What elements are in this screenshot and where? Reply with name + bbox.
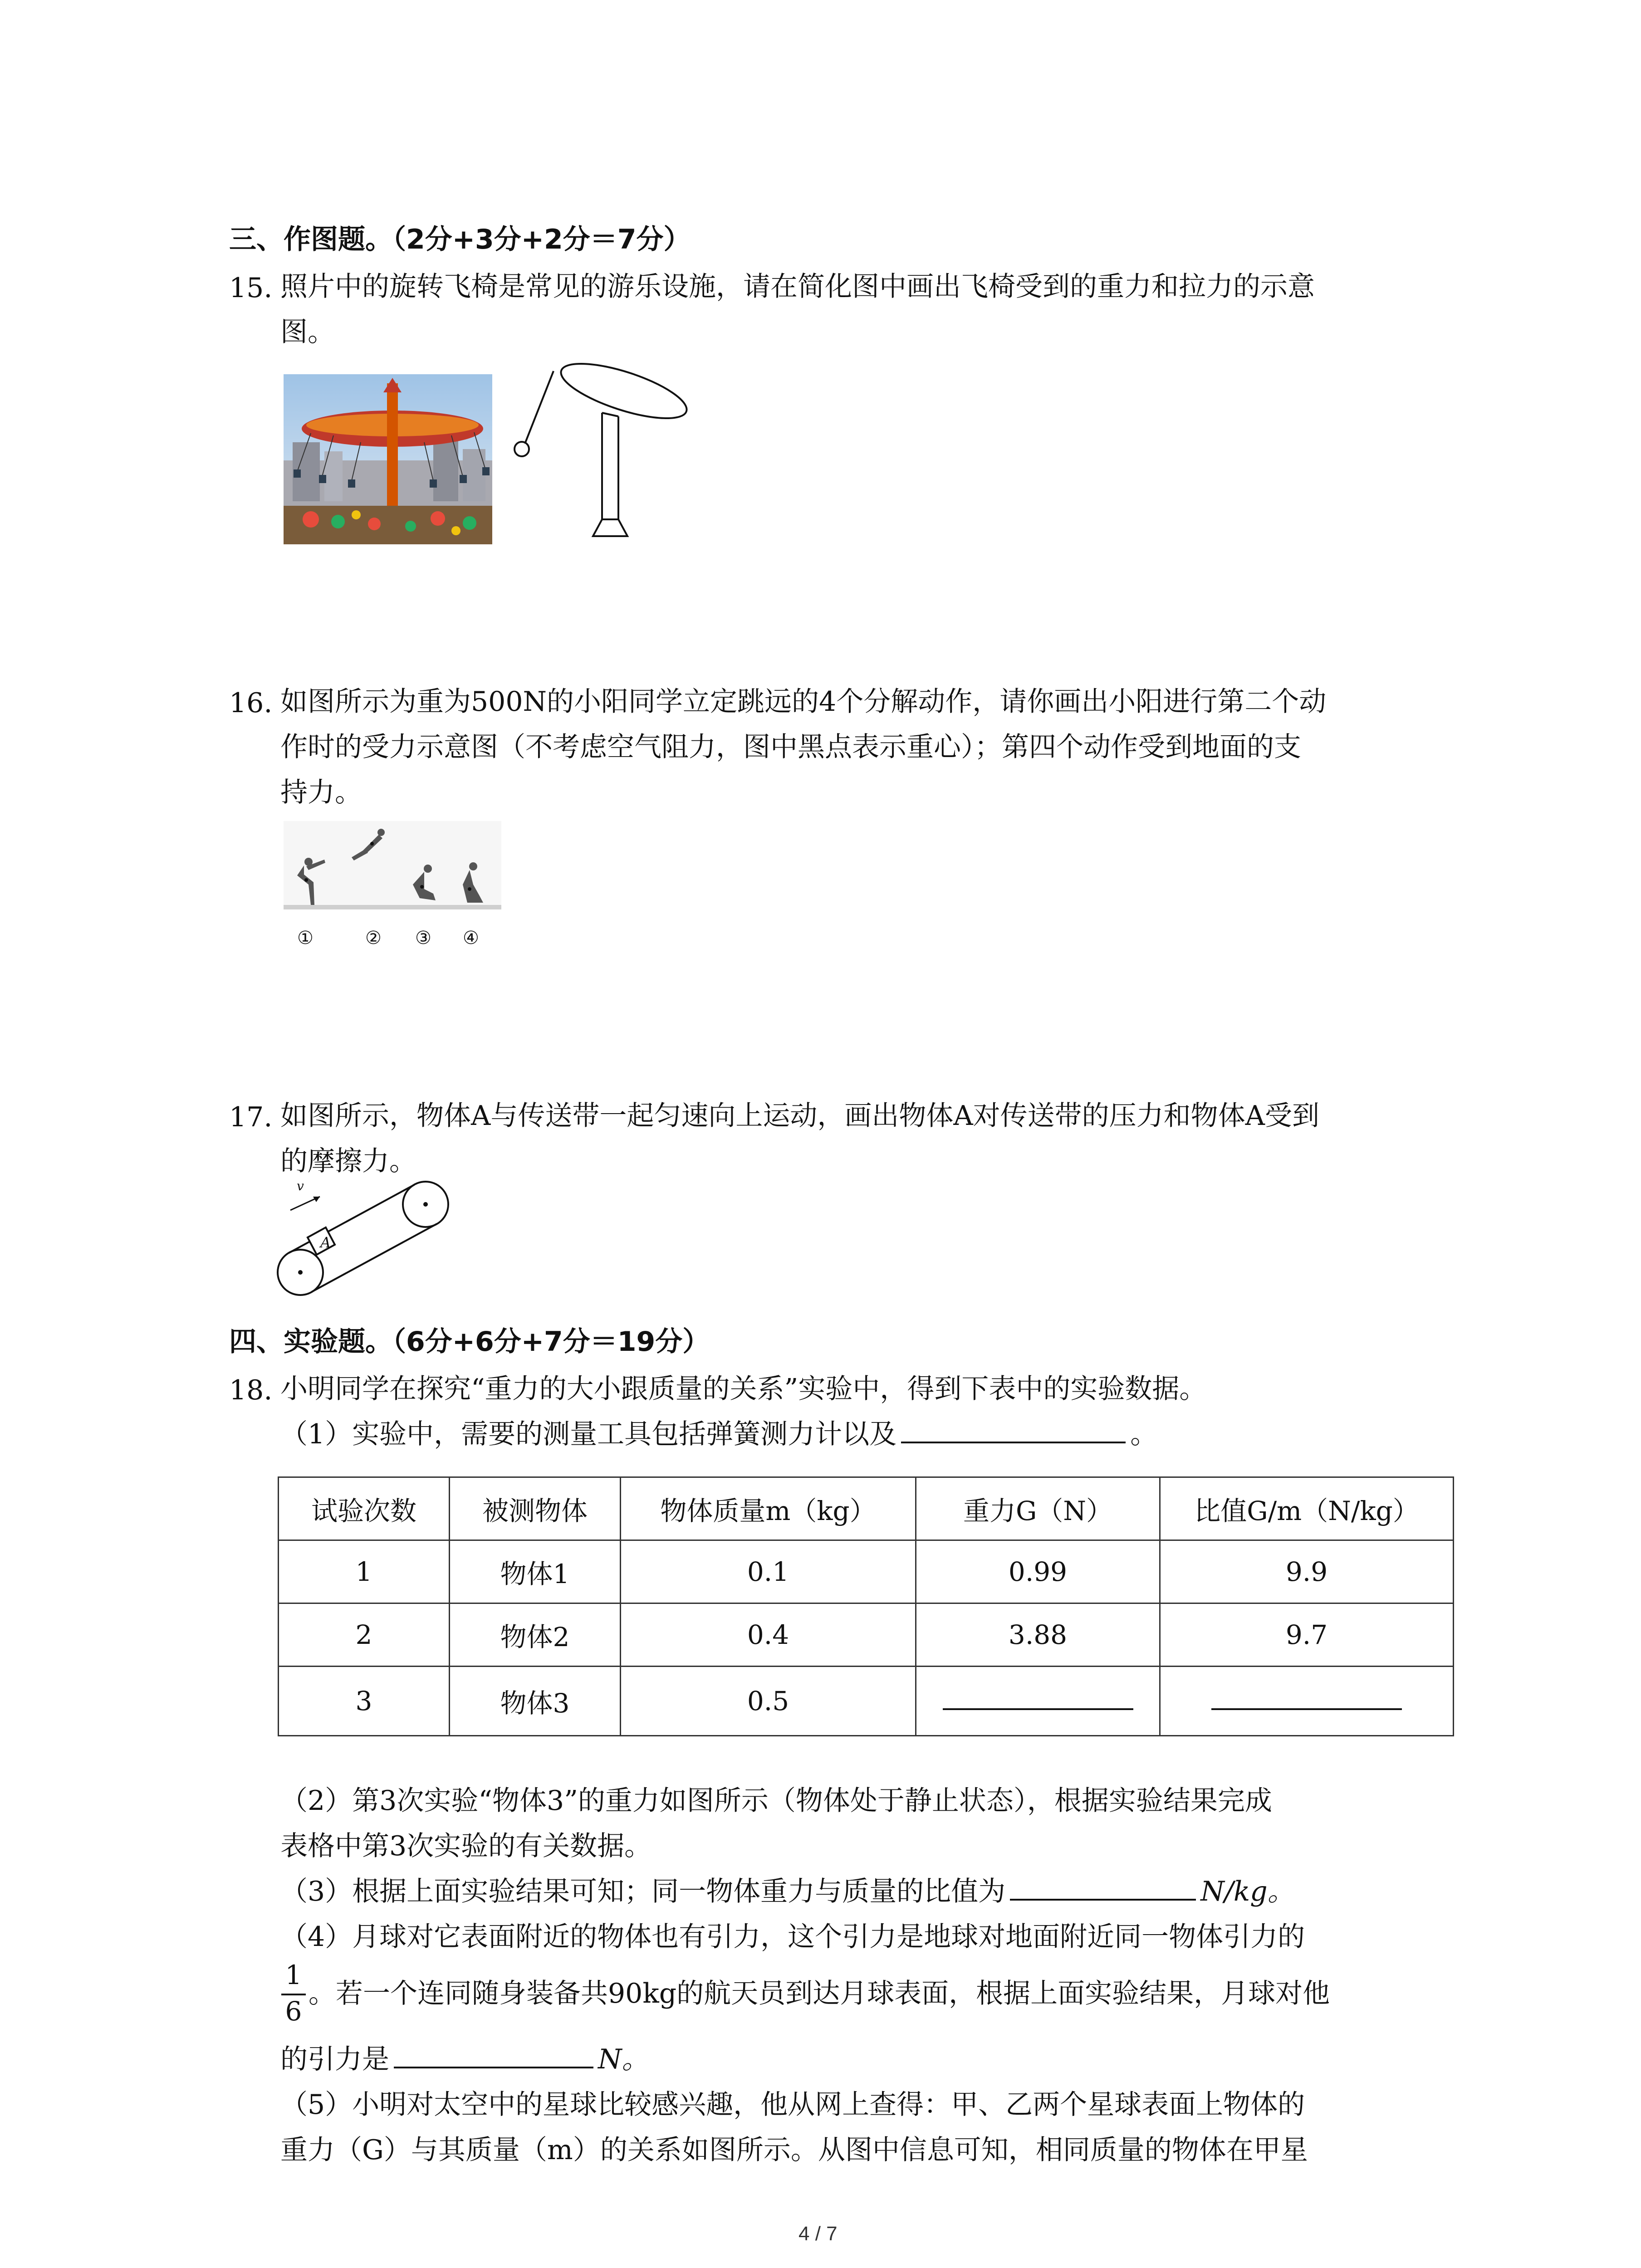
- table-row: [279, 1667, 1454, 1736]
- q18-part-3: （3）根据上面实验结果可知；同一物体重力与质量的比值为 N/kg。: [280, 1869, 1295, 1914]
- q15-line-1: 照片中的旋转飞椅是常见的游乐设施，请在简化图中画出飞椅受到的重力和拉力的示意: [280, 271, 1315, 303]
- fraction-bar: [281, 1994, 306, 1995]
- q18-part-4-line-2: 。若一个连同随身装备共90kg的航天员到达月球表面，根据上面实验结果，月球对他: [309, 1978, 1330, 2009]
- swing-ride-photo: [284, 374, 492, 544]
- table-header: 重力G（N）: [916, 1477, 1160, 1540]
- q16-line-3: 持力。: [280, 777, 362, 808]
- q17-number: 17.: [229, 1101, 273, 1133]
- table-header: 试验次数: [279, 1477, 450, 1540]
- table-cell: 0.1: [621, 1540, 916, 1603]
- q18-number: 18.: [229, 1374, 273, 1406]
- velocity-label: v: [297, 1178, 304, 1193]
- section-3-title: 三、作图题。（2分+3分+2分＝7分）: [229, 224, 691, 255]
- q15-number: 15.: [229, 272, 273, 304]
- table-cell-ratio-blank[interactable]: [1160, 1667, 1454, 1736]
- q18-part-2-line-1: （2）第3次实验“物体3”的重力如图所示（物体处于静止状态），根据实验结果完成: [280, 1785, 1272, 1817]
- q16-number: 16.: [229, 687, 273, 719]
- jump-label-3: ③: [415, 928, 431, 948]
- jump-label-2: ②: [365, 928, 382, 948]
- table-cell: 3.88: [916, 1603, 1160, 1667]
- q16-line-2: 作时的受力示意图（不考虑空气阻力，图中黑点表示重心）；第四个动作受到地面的支: [280, 731, 1301, 763]
- table-cell: 物体2: [450, 1603, 621, 1667]
- section-4-title: 四、实验题。（6分+6分+7分＝19分）: [229, 1326, 710, 1358]
- swing-chair-diagram: [501, 358, 692, 549]
- q18-intro: 小明同学在探究“重力的大小跟质量的关系”实验中，得到下表中的实验数据。: [280, 1373, 1207, 1405]
- q18-part-4-line-3: 的引力是 N。: [280, 2037, 649, 2082]
- table-cell: 物体1: [450, 1540, 621, 1603]
- table-cell: 2: [279, 1603, 450, 1667]
- q18-part-4-line-1: （4）月球对它表面附近的物体也有引力，这个引力是地球对地面附近同一物体引力的: [280, 1921, 1305, 1953]
- table-cell: 0.4: [621, 1603, 916, 1667]
- table-row: [279, 1540, 1454, 1603]
- jump-label-1: ①: [297, 928, 314, 948]
- answer-blank-measuring-tool[interactable]: [901, 1414, 1126, 1443]
- table-header: 比值G/m（N/kg）: [1160, 1477, 1454, 1540]
- table-cell: 0.99: [916, 1540, 1160, 1603]
- q18-part-2-line-2: 表格中第3次实验的有关数据。: [280, 1830, 652, 1862]
- table-cell: 0.5: [621, 1667, 916, 1736]
- conveyor-belt-diagram: [272, 1179, 454, 1297]
- table-header-row: [279, 1477, 1454, 1540]
- table-header: 被测物体: [450, 1477, 621, 1540]
- table-cell: 1: [279, 1540, 450, 1603]
- table-cell-gravity-blank[interactable]: [916, 1667, 1160, 1736]
- table-header: 物体质量m（kg）: [621, 1477, 916, 1540]
- table-cell: 物体3: [450, 1667, 621, 1736]
- table-cell: 3: [279, 1667, 450, 1736]
- q17-line-1: 如图所示，物体A与传送带一起匀速向上运动，画出物体A对传送带的压力和物体A受到: [280, 1100, 1319, 1132]
- table-cell: 9.9: [1160, 1540, 1454, 1603]
- q15-line-2: 图。: [280, 316, 335, 348]
- q16-line-1: 如图所示为重为500N的小阳同学立定跳远的4个分解动作，请你画出小阳进行第二个动: [280, 686, 1327, 718]
- table-row: [279, 1603, 1454, 1667]
- answer-blank-moon-force[interactable]: [394, 2039, 593, 2068]
- fraction-numerator: 1: [285, 1960, 302, 1990]
- jump-label-4: ④: [463, 928, 479, 948]
- q18-part-5-line-1: （5）小明对太空中的星球比较感兴趣，他从网上查得：甲、乙两个星球表面上物体的: [280, 2089, 1305, 2121]
- q18-part-5-line-2: 重力（G）与其质量（m）的关系如图所示。从图中信息可知，相同质量的物体在甲星: [280, 2134, 1308, 2166]
- q17-line-2: 的摩擦力。: [280, 1145, 416, 1177]
- block-a-label: A: [320, 1234, 331, 1251]
- fraction-denominator: 6: [285, 1996, 302, 2027]
- data-table: [278, 1476, 1454, 1736]
- table-cell: 9.7: [1160, 1603, 1454, 1667]
- q18-part-1: （1）实验中，需要的测量工具包括弹簧测力计以及 。: [280, 1412, 1157, 1457]
- standing-long-jump-figure: [284, 821, 501, 930]
- answer-blank-ratio[interactable]: [1010, 1872, 1196, 1901]
- page-number: 4 / 7: [798, 2223, 838, 2245]
